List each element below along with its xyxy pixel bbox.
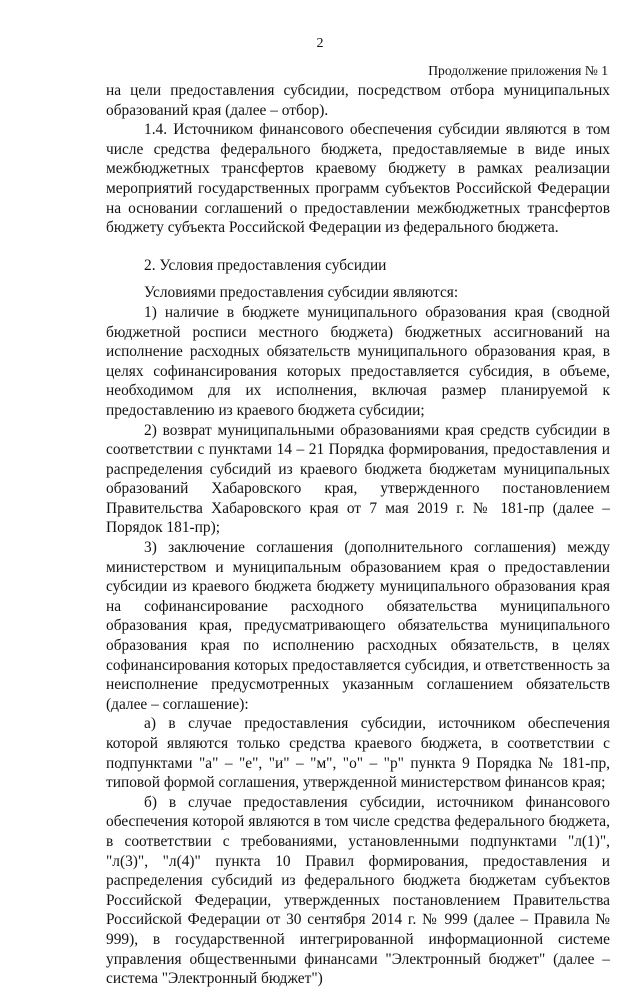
- sub-item: б) в случае предоставления субсидии, источником финансового обеспечения которой являются в том числе средства федерального бюджета, в соответствии с требованиями, установленными подпунктами "л(1)", "л(3)", "л(4)" пункта 10 Правил формирования, предоставления и распределения субсидий из федерального бюджета бюджетам субъектов Российской Федерации, утвержденных постановлением Правительства Российской Федерации от 30 сентября 2014 г. № 999 (далее – Правила № 999), в государственной интегрированной информационной системе управления общественными финансами "Электронный бюджет" (далее – система "Электронный бюджет"): [106, 793, 610, 988]
- page-number: 2: [316, 36, 324, 51]
- paragraph: 1.4. Источником финансового обеспечения субсидии являются в том числе средства федерального бюджета, предоставляемые в виде иных межбюджетных трансфертов краевому бюджету в рамках реализации мероприятий государственных программ субъектов Российской Федерации на основании соглашений о предоставлении межбюджетных трансфертов бюджету субъекта Российской Федерации из федерального бюджета.: [106, 121, 610, 237]
- list-item: 1) наличие в бюджете муниципального образования края (сводной бюджетной росписи местного бюджета) бюджетных ассигнований на исполнение расходных обязательств муниципального образования края, в целях софинансирования которых предоставляется субсидия, в объеме, необходимом для их исполнения, включая размер планируемой к предоставлению из краевого бюджета субсидии;: [106, 303, 610, 419]
- list-item: 3) заключение соглашения (дополнительного соглашения) между министерством и муниципальным образованием края о предоставлении субсидии из краевого бюджета бюджету муниципального образования края на софинансирование расходного обязательства муниципального образования края, предусматривающего обязательства муниципального образования края по исполнению расходных обязательств, в целях софинансирования которых предоставляется субсидия, и ответственность за неисполнение предусмотренных указанным соглашением обязательств (далее – соглашение):: [106, 539, 610, 713]
- list-item: 2) возврат муниципальными образованиями края средств субсидии в соответствии с пунктами 14 – 21 Порядка формирования, предоставления и распределения субсидий из краевого бюджета бюджетам муниципальных образований Хабаровского края, утвержденного постановлением Правительства Хабаровского края от 7 мая 2019 г. № 181-пр (далее – Порядок 181-пр);: [106, 421, 610, 537]
- paragraph: Условиями предоставления субсидии являются:: [144, 284, 459, 302]
- document-body: [106, 81, 610, 989]
- sub-item: а) в случае предоставления субсидии, источником обеспечения которой являются только средства краевого бюджета, в соответствии с подпунктами "а" – "е", "и" – "м", "о" – "р" пункта 9 Порядка № 181-пр, типовой формой соглашения, утвержденной министерством финансов края;: [106, 715, 610, 792]
- paragraph: на цели предоставления субсидии, посредством отбора муниципальных образований края (далее – отбор).: [106, 82, 610, 119]
- section-heading: 2. Условия предоставления субсидии: [144, 256, 387, 274]
- continuation-note: Продолжение приложения № 1: [428, 63, 608, 78]
